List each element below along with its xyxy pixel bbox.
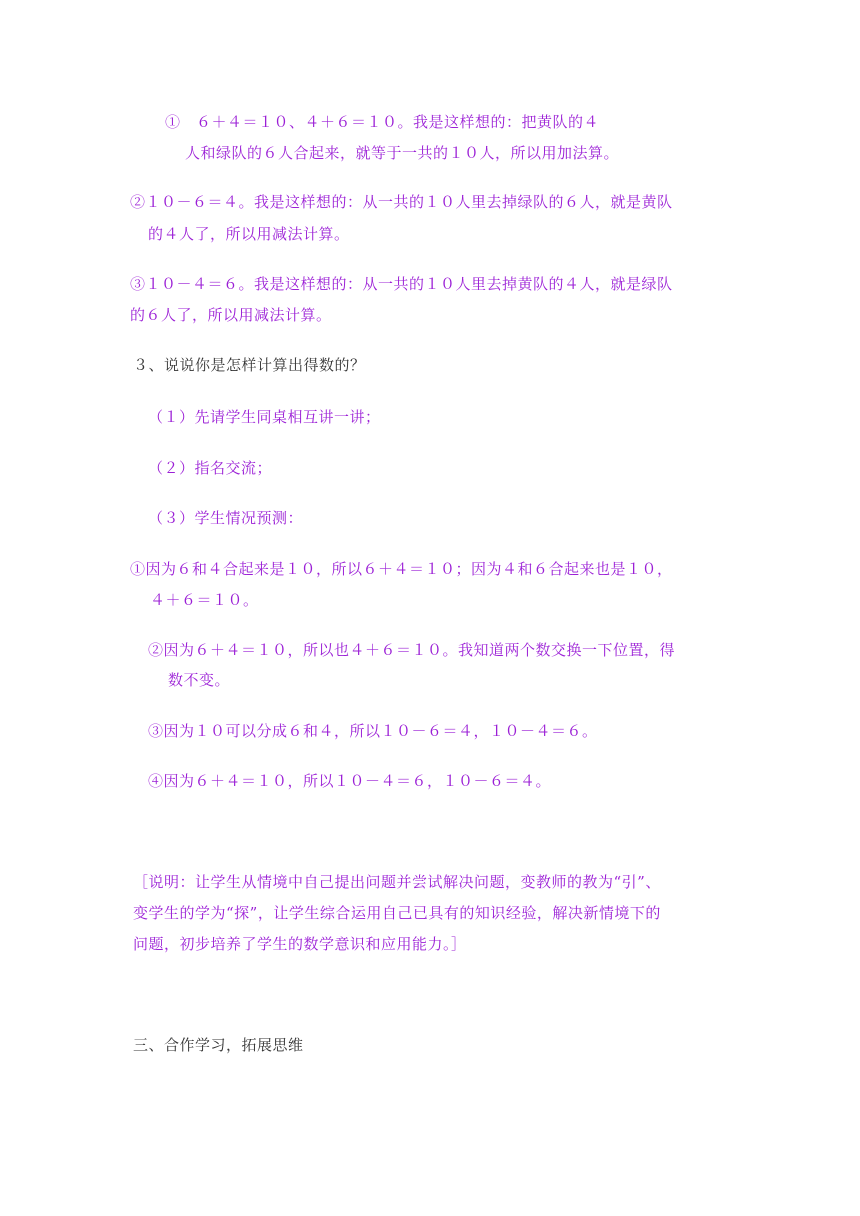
answer-2-line-2: 的４人了，所以用减法计算。 — [148, 225, 350, 243]
step-3: （３）学生情况预测： — [148, 509, 304, 527]
answer-1-line-2: 人和绿队的６人合起来，就等于一共的１０人，所以用加法算。 — [185, 144, 620, 162]
answer-1-line-1: ① ６＋４＝１０、４＋６＝１０。我是这样想的：把黄队的４ — [165, 113, 600, 131]
prediction-1-line-2: ４＋６＝１０。 — [150, 591, 259, 609]
note-line-2: 变学生的学为“探”，让学生综合运用自己已具有的知识经验，解决新情境下的 — [133, 904, 661, 922]
section-3-heading: ３、说说你是怎样计算出得数的？ — [133, 356, 366, 374]
prediction-1-line-1: ①因为６和４合起来是１０，所以６＋４＝１０；因为４和６合起来也是１０， — [130, 560, 673, 578]
step-2: （２）指名交流； — [148, 459, 273, 477]
section-heading-cooperative-learning: 三、合作学习，拓展思维 — [133, 1036, 304, 1054]
prediction-3: ③因为１０可以分成６和４，所以１０－６＝４，１０－４＝６。 — [148, 722, 598, 740]
note-line-3: 问题，初步培养了学生的数学意识和应用能力。］ — [133, 935, 467, 953]
prediction-2-line-1: ②因为６＋４＝１０，所以也４＋６＝１０。我知道两个数交换一下位置，得 — [148, 641, 676, 659]
answer-3-line-1: ③１０－４＝６。我是这样想的：从一共的１０人里去掉黄队的４人，就是绿队 — [130, 275, 673, 293]
prediction-2-line-2: 数不变。 — [168, 671, 231, 689]
prediction-4: ④因为６＋４＝１０，所以１０－４＝６，１０－６＝４。 — [148, 772, 552, 790]
answer-2-line-1: ②１０－６＝４。我是这样想的：从一共的１０人里去掉绿队的６人，就是黄队 — [130, 193, 673, 211]
answer-3-line-2: 的６人了，所以用减法计算。 — [130, 306, 332, 324]
step-1: （１）先请学生同桌相互讲一讲； — [148, 408, 381, 426]
note-line-1: ［说明：让学生从情境中自己提出问题并尝试解决问题，变教师的教为“引”、 — [133, 873, 661, 891]
